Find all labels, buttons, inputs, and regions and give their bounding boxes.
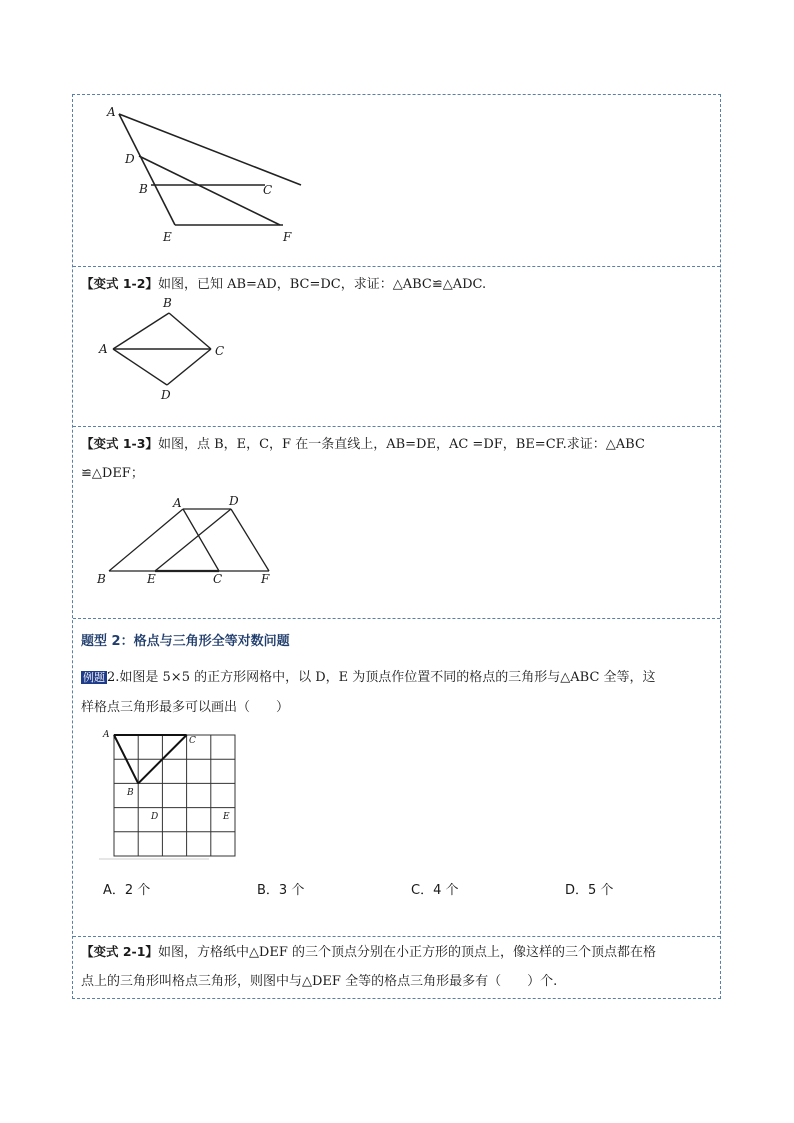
kite-figure — [99, 296, 249, 402]
grid-label-d: D — [151, 812, 159, 822]
variant-1-2-text — [81, 275, 714, 294]
variant-1-2-section — [73, 266, 720, 426]
vertex-label-c: C — [215, 344, 225, 358]
grid-label-b: B — [127, 788, 134, 798]
grid-label-a: A — [103, 730, 110, 740]
vertex-label-f: F — [283, 230, 292, 244]
choice-c[interactable]: C．4 个 — [411, 883, 459, 898]
variant-2-1-section — [73, 936, 720, 1000]
variant-2-1-statement-1: 如图，方格纸中△DEF 的三个顶点分别在小正方形的顶点上，像这样的三个顶点都在格 — [157, 945, 657, 960]
variant-1-3-text — [81, 435, 714, 454]
vertex-label-f: F — [261, 572, 270, 586]
variant-2-1-text-2: 点上的三角形叫格点三角形，则图中与△DEF 全等的格点三角形最多有（ ）个. — [81, 974, 558, 989]
vertex-label-d: D — [229, 494, 239, 508]
grid-label-c: C — [189, 736, 196, 746]
type-2-section — [73, 618, 720, 936]
variant-1-2-statement: 如图，已知 AB=AD，BC=DC，求证：△ABC≌△ADC. — [157, 277, 487, 292]
section-heading: 题型 2：格点与三角形全等对数问题 — [81, 634, 290, 649]
vertex-label-b: B — [97, 572, 106, 586]
grid-label-e: E — [223, 812, 230, 822]
vertex-label-d: D — [161, 388, 171, 402]
vertex-label-b: B — [163, 296, 172, 310]
example-2-text — [81, 669, 714, 687]
figure-section-1 — [73, 95, 720, 266]
example-2-statement-1: 2.如图是 5×5 的正方形网格中，以 D，E 为顶点作位置不同的格点的三角形与△ABC 全等，这 — [107, 670, 656, 685]
choice-d[interactable]: D．5 个 — [565, 883, 614, 898]
choice-a[interactable]: A．2 个 — [103, 883, 151, 898]
variant-1-3-label: 【变式 1-3】 — [81, 436, 158, 451]
vertex-label-a: A — [99, 342, 108, 356]
vertex-label-c: C — [213, 572, 223, 586]
vertex-label-c: C — [263, 183, 273, 197]
vertex-label-a: A — [173, 496, 182, 510]
choice-b[interactable]: B．3 个 — [257, 883, 305, 898]
grid-figure — [99, 729, 259, 869]
parallel-lines-figure — [103, 101, 343, 251]
vertex-label-e: E — [163, 230, 172, 244]
vertex-label-d: D — [125, 152, 135, 166]
variant-1-3-statement-1: 如图，点 B，E，C，F 在一条直线上，AB=DE，AC =DF，BE=CF.求证：△ABC — [157, 437, 645, 452]
vertex-label-b: B — [139, 182, 148, 196]
worksheet-frame — [72, 94, 721, 999]
variant-2-1-text — [81, 943, 714, 962]
vertex-label-a: A — [107, 105, 116, 119]
example-tag: 例题 — [83, 671, 105, 684]
variant-2-1-label: 【变式 2-1】 — [81, 944, 158, 959]
vertex-label-e: E — [147, 572, 156, 586]
variant-1-3-section — [73, 426, 720, 618]
variant-1-3-text-2: ≌△DEF； — [81, 466, 144, 481]
example-2-text-2: 样格点三角形最多可以画出（ ） — [81, 700, 290, 715]
triangles-on-line-figure — [95, 495, 295, 585]
variant-1-2-label: 【变式 1-2】 — [81, 276, 158, 291]
